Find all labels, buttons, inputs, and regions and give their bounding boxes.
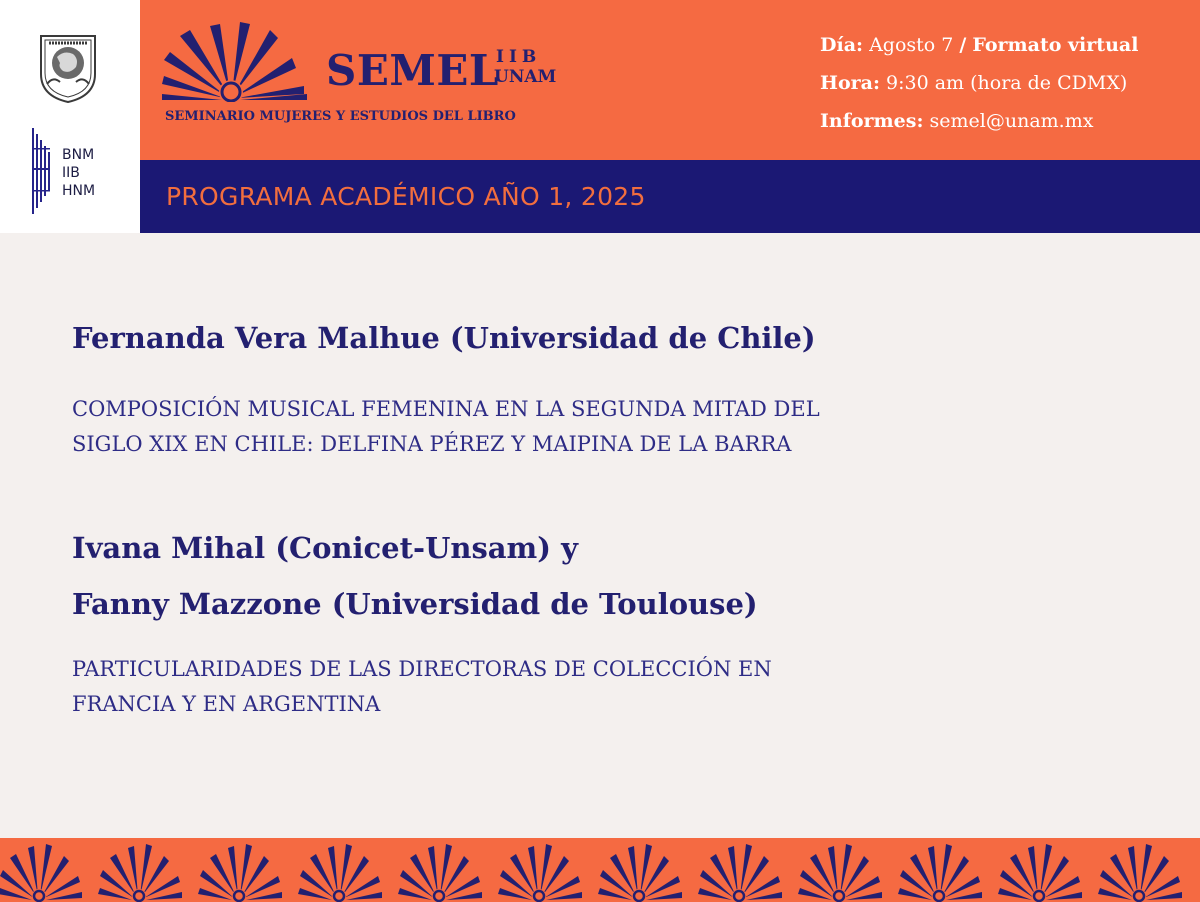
hora-label: Hora: [820, 72, 880, 94]
talk-title-line: PARTICULARIDADES DE LAS DIRECTORAS DE COLECCIÓN EN [72, 657, 772, 681]
sun-rays-pattern-icon [0, 838, 1200, 902]
hnm-line: HNM [62, 183, 96, 199]
dia-value: Agosto 7 [869, 34, 954, 56]
iib-line: IIB [62, 165, 80, 181]
info-hora [820, 68, 1127, 98]
program-band [140, 160, 1200, 233]
informes-email[interactable]: semel@unam.mx [929, 110, 1094, 132]
talk-title-line: SIGLO XIX EN CHILE: DELFINA PÉREZ Y MAIPINA DE LA BARRA [72, 432, 792, 456]
header [140, 0, 1200, 160]
hora-value: 9:30 am (hora de CDMX) [886, 72, 1128, 94]
dia-label: Día: [820, 34, 864, 56]
talk-title-line: FRANCIA Y EN ARGENTINA [72, 692, 381, 716]
bnm-wordmark [62, 146, 95, 200]
unam-seal-icon [33, 30, 103, 104]
speaker-name: Ivana Mihal (Conicet-Unsam) y [72, 531, 578, 565]
info-dia [820, 30, 1138, 60]
semel-iib: IIB [496, 47, 542, 67]
talk-title-line: COMPOSICIÓN MUSICAL FEMENINA EN LA SEGUNDA MITAD DEL [72, 397, 820, 421]
semel-wordmark: SEMEL [326, 46, 499, 95]
info-informes [820, 106, 1093, 136]
logo-column [0, 0, 140, 233]
speaker-name: Fernanda Vera Malhue (Universidad de Chile) [72, 321, 816, 355]
semel-subtitle: SEMINARIO MUJERES Y ESTUDIOS DEL LIBRO [165, 109, 516, 124]
footer-pattern [0, 838, 1200, 902]
talk-title [72, 392, 972, 462]
info-separator: / [959, 34, 967, 56]
informes-label: Informes: [820, 110, 924, 132]
speaker-name: Fanny Mazzone (Universidad de Toulouse) [72, 587, 758, 621]
semel-unam: UNAM [494, 67, 557, 87]
program-title: PROGRAMA ACADÉMICO AÑO 1, 2025 [166, 182, 646, 211]
bnm-line: BNM [62, 147, 95, 163]
talk-title [72, 652, 972, 722]
formato-value: Formato virtual [972, 34, 1139, 56]
sun-rays-icon [162, 22, 307, 102]
bnm-bars-icon [32, 128, 52, 214]
